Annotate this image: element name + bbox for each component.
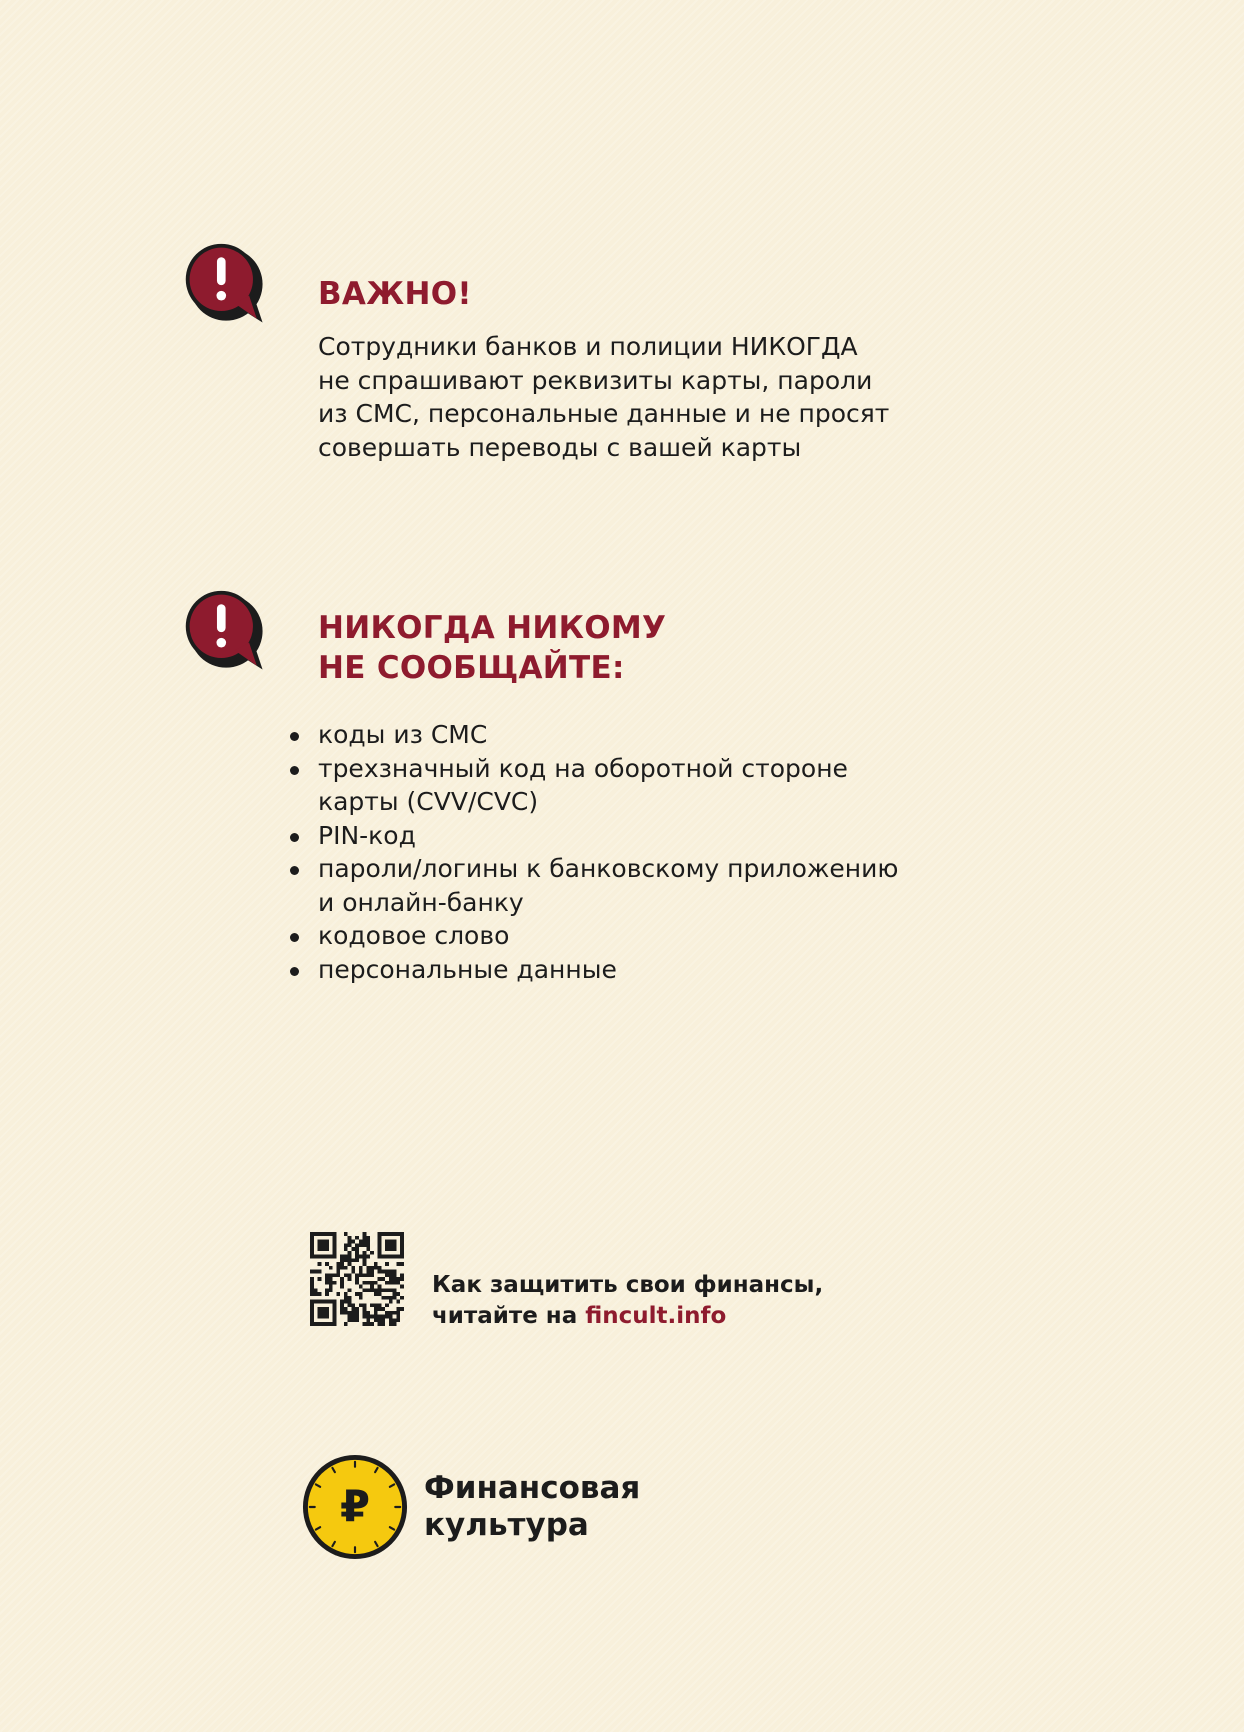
bullet-dot-icon [290,866,299,875]
brand-name [424,1470,640,1544]
notice-title: ВАЖНО! [318,276,472,312]
list-item-text: пароли/логины к банковскому приложению [318,854,899,883]
never-share-list [290,718,898,986]
ruble-symbol: ₽ [339,1482,371,1533]
list-item-text: кодовое слово [318,921,510,950]
bullet-dot-icon [290,933,299,942]
qr-code-icon[interactable] [310,1232,404,1326]
brand-line: культура [424,1507,589,1543]
notice-line: совершать переводы с вашей карты [318,432,802,462]
bullet-dot-icon [290,967,299,976]
fincult-link[interactable]: fincult.info [585,1303,727,1329]
qr-caption-line: Как защитить свои финансы, [432,1272,824,1298]
list-item [290,919,898,953]
list-item-text: карты (CVV/CVC) [318,787,539,816]
brand-line: Финансовая [424,1470,641,1506]
list-item-text: трехзначный код на оборотной стороне [318,753,848,783]
qr-caption [432,1270,823,1332]
exclamation-bubble-icon [180,240,276,336]
notice-line: не спрашивают реквизиты карты, пароли [318,365,873,395]
exclamation-bubble-icon [180,587,276,683]
list-item [290,819,898,853]
list-item [290,752,898,819]
bullet-dot-icon [290,766,299,775]
never-share-title-line: НЕ СООБЩАЙТЕ: [318,650,625,686]
qr-caption-prefix: читайте на [432,1303,586,1329]
list-item-text: персональные данные [318,954,617,984]
notice-line: Сотрудники банков и полиции НИКОГДА [318,332,858,361]
never-share-title [318,608,666,688]
notice-line: из СМС, персональные данные и не просят [318,399,890,428]
list-item [290,953,898,987]
notice-text [318,330,889,464]
list-item [290,852,898,919]
ruble-coin-logo-icon [301,1453,409,1561]
bullet-dot-icon [290,833,299,842]
never-share-title-line: НИКОГДА НИКОМУ [318,610,667,646]
bullet-dot-icon [290,732,299,741]
list-item-text: и онлайн-банку [318,887,524,917]
list-item [290,718,898,752]
list-item-text: PIN-код [318,820,416,850]
list-item-text: коды из СМС [318,720,488,749]
